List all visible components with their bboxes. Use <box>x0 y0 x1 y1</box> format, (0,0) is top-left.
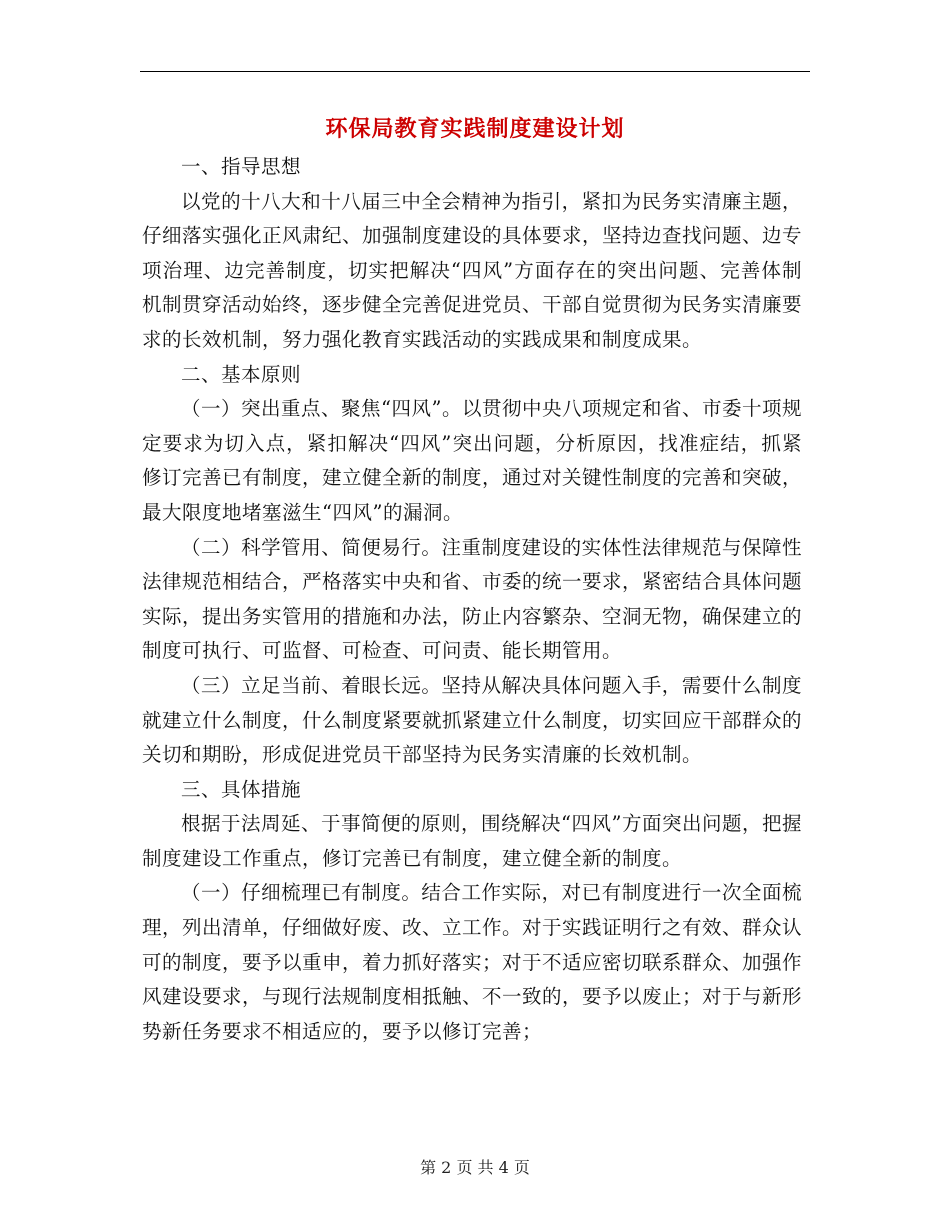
heading-guiding-ideology: 一、指导思想 <box>181 155 302 178</box>
page-number: 第 2 页 共 4 页 <box>420 1158 530 1177</box>
heading-specific-measures: 三、具体措施 <box>181 777 302 801</box>
paragraph: 以党的十八大和十八届三中全会精神为指引，紧扣为民务实清廉主题，仔细落实强化正风肃纪、加强制度建设的具体要求，坚持边查找问题、边专项治理、边完善制度，切实把解决“四风”方面存在的突出问题、完善体制机制贯穿活动始终，逐步健全完善促进党员、干部自觉贯彻为民务实清廉要求的长效机制，努力强化教育实践活动的实践成果和制度成果。 <box>142 189 803 351</box>
paragraph: （一）仔细梳理已有制度。结合工作实际，对已有制度进行一次全面梳理，列出清单，仔细做好废、改、立工作。对于实践证明行之有效、群众认可的制度，要予以重申，着力抓好落实；对于不适应密切联系群众、加强作风建设要求，与现行法规制度相抵触、不一致的，要予以废止；对于与新形势新任务要求不相适应的，要予以修订完善； <box>142 881 803 1043</box>
heading-basic-principles: 二、基本原则 <box>181 362 302 386</box>
paragraph: 根据于法周延、于事简便的原则，围绕解决“四风”方面突出问题，把握制度建设工作重点，修订完善已有制度，建立健全新的制度。 <box>142 812 802 870</box>
document-body <box>142 150 802 1049</box>
paragraph: （一）突出重点、聚焦“四风”。以贯彻中央八项规定和省、市委十项规定要求为切入点，紧扣解决“四风”突出问题，分析原因，找准症结，抓紧修订完善已有制度，建立健全新的制度，通过对关键性制度的完善和突破，最大限度地堵塞滋生“四风”的漏洞。 <box>142 397 803 524</box>
paragraph: （三）立足当前、着眼长远。坚持从解决具体问题入手，需要什么制度就建立什么制度，什么制度紧要就抓紧建立什么制度，切实回应干部群众的关切和期盼，形成促进党员干部坚持为民务实清廉的长效机制。 <box>142 673 803 767</box>
header-rule <box>140 71 810 72</box>
paragraph: （二）科学管用、简便易行。注重制度建设的实体性法律规范与保障性法律规范相结合，严格落实中央和省、市委的统一要求，紧密结合具体问题实际，提出务实管用的措施和办法，防止内容繁杂、空洞无物，确保建立的制度可执行、可监督、可检查、可问责、能长期管用。 <box>142 535 803 663</box>
document-title: 环保局教育实践制度建设计划 <box>325 116 625 142</box>
